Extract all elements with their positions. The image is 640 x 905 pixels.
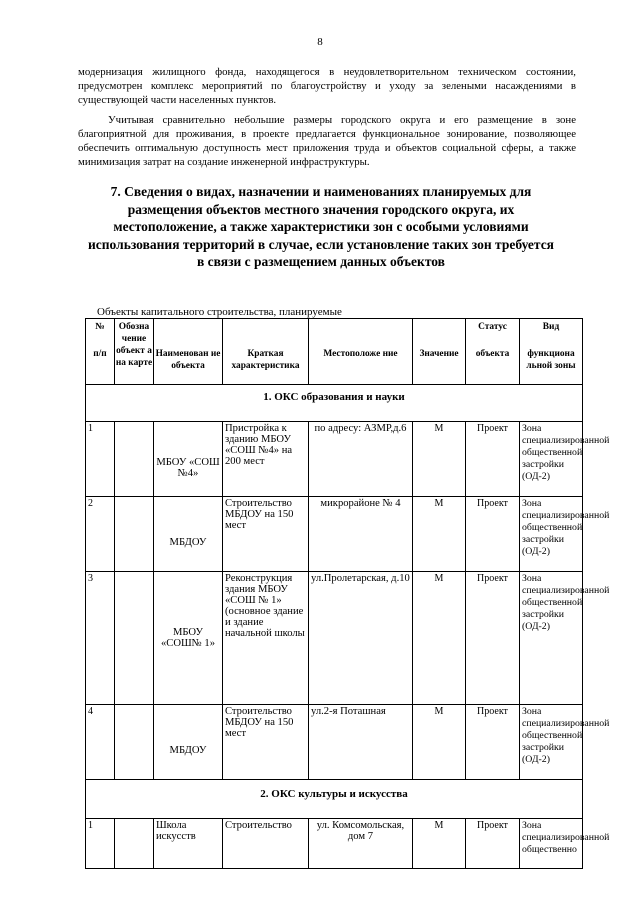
- table-section-row: 1. ОКС образования и науки: [86, 385, 583, 422]
- table-row: 3 МБОУ «СОШ№ 1» Реконструкция здания МБОУ «СОШ № 1» (основное здание и здание начальной школы ул.Пролетарская, д.10 М Проект Зона специализированной общественной застройки (ОД-2): [86, 572, 583, 705]
- table-row: 2 МБДОУ Строительство МБДОУ на 150 мест микрорайоне № 4 М Проект Зона специализированной общественной застройки (ОД-2): [86, 497, 583, 572]
- section-heading: 7. Сведения о видах, назначении и наименованиях планируемых для размещения объектов местного значения городского округа, их местоположение, а также характеристики зон с особыми условиями использования территорий в случае, если установление таких зон требуется в связи с размещением данных объектов: [88, 184, 554, 269]
- table-row: 1 Школа искусств Строительство ул. Комсомольская, дом 7 М Проект Зона специализированной общественно: [86, 819, 583, 869]
- header-status: Статус объекта: [466, 319, 520, 385]
- header-num: № п/п: [86, 319, 115, 385]
- objects-table: [85, 318, 610, 869]
- header-characteristic: Краткая характеристика: [223, 319, 309, 385]
- header-zone: Вид функциона льной зоны: [520, 319, 583, 385]
- paragraph: модернизация жилищного фонда, находящегося в неудовлетворительном техническом состоянии, предусмотрен комплекс мероприятий по благоустройству и уходу за зелеными насаждениями в существующей части населенных пунктов.: [78, 66, 576, 106]
- header-location: Местоположе ние: [309, 319, 413, 385]
- header-name: Наименован ие объекта: [154, 319, 223, 385]
- header-significance: Значение: [413, 319, 466, 385]
- table-header-row: [86, 319, 583, 385]
- table-row: 1 МБОУ «СОШ №4» Пристройка к зданию МБОУ «СОШ №4» на 200 мест по адресу: АЗМР,д.6 М Проект Зона специализированной общественной застройки (ОД-2): [86, 422, 583, 497]
- table-caption: Объекты капитального строительства, планируемые: [97, 306, 342, 318]
- table-row: 4 МБДОУ Строительство МБДОУ на 150 мест ул.2-я Поташная М Проект Зона специализированной общественной застройки (ОД-2): [86, 705, 583, 780]
- page-number: 8: [317, 36, 323, 48]
- header-map-symbol: Обозна чение объект а на карте: [115, 319, 154, 385]
- paragraph: Учитывая сравнительно небольшие размеры городского округа и его размещение в зоне благоприятной для проживания, в проекте предлагается функциональное зонирование, позволяющее обеспечить оптимальную доступность мест приложения труда и объектов социальной сферы, а также минимизация затрат на создание инженерной инфраструктуры.: [78, 114, 576, 168]
- table-section-row: 2. ОКС культуры и искусства: [86, 780, 583, 819]
